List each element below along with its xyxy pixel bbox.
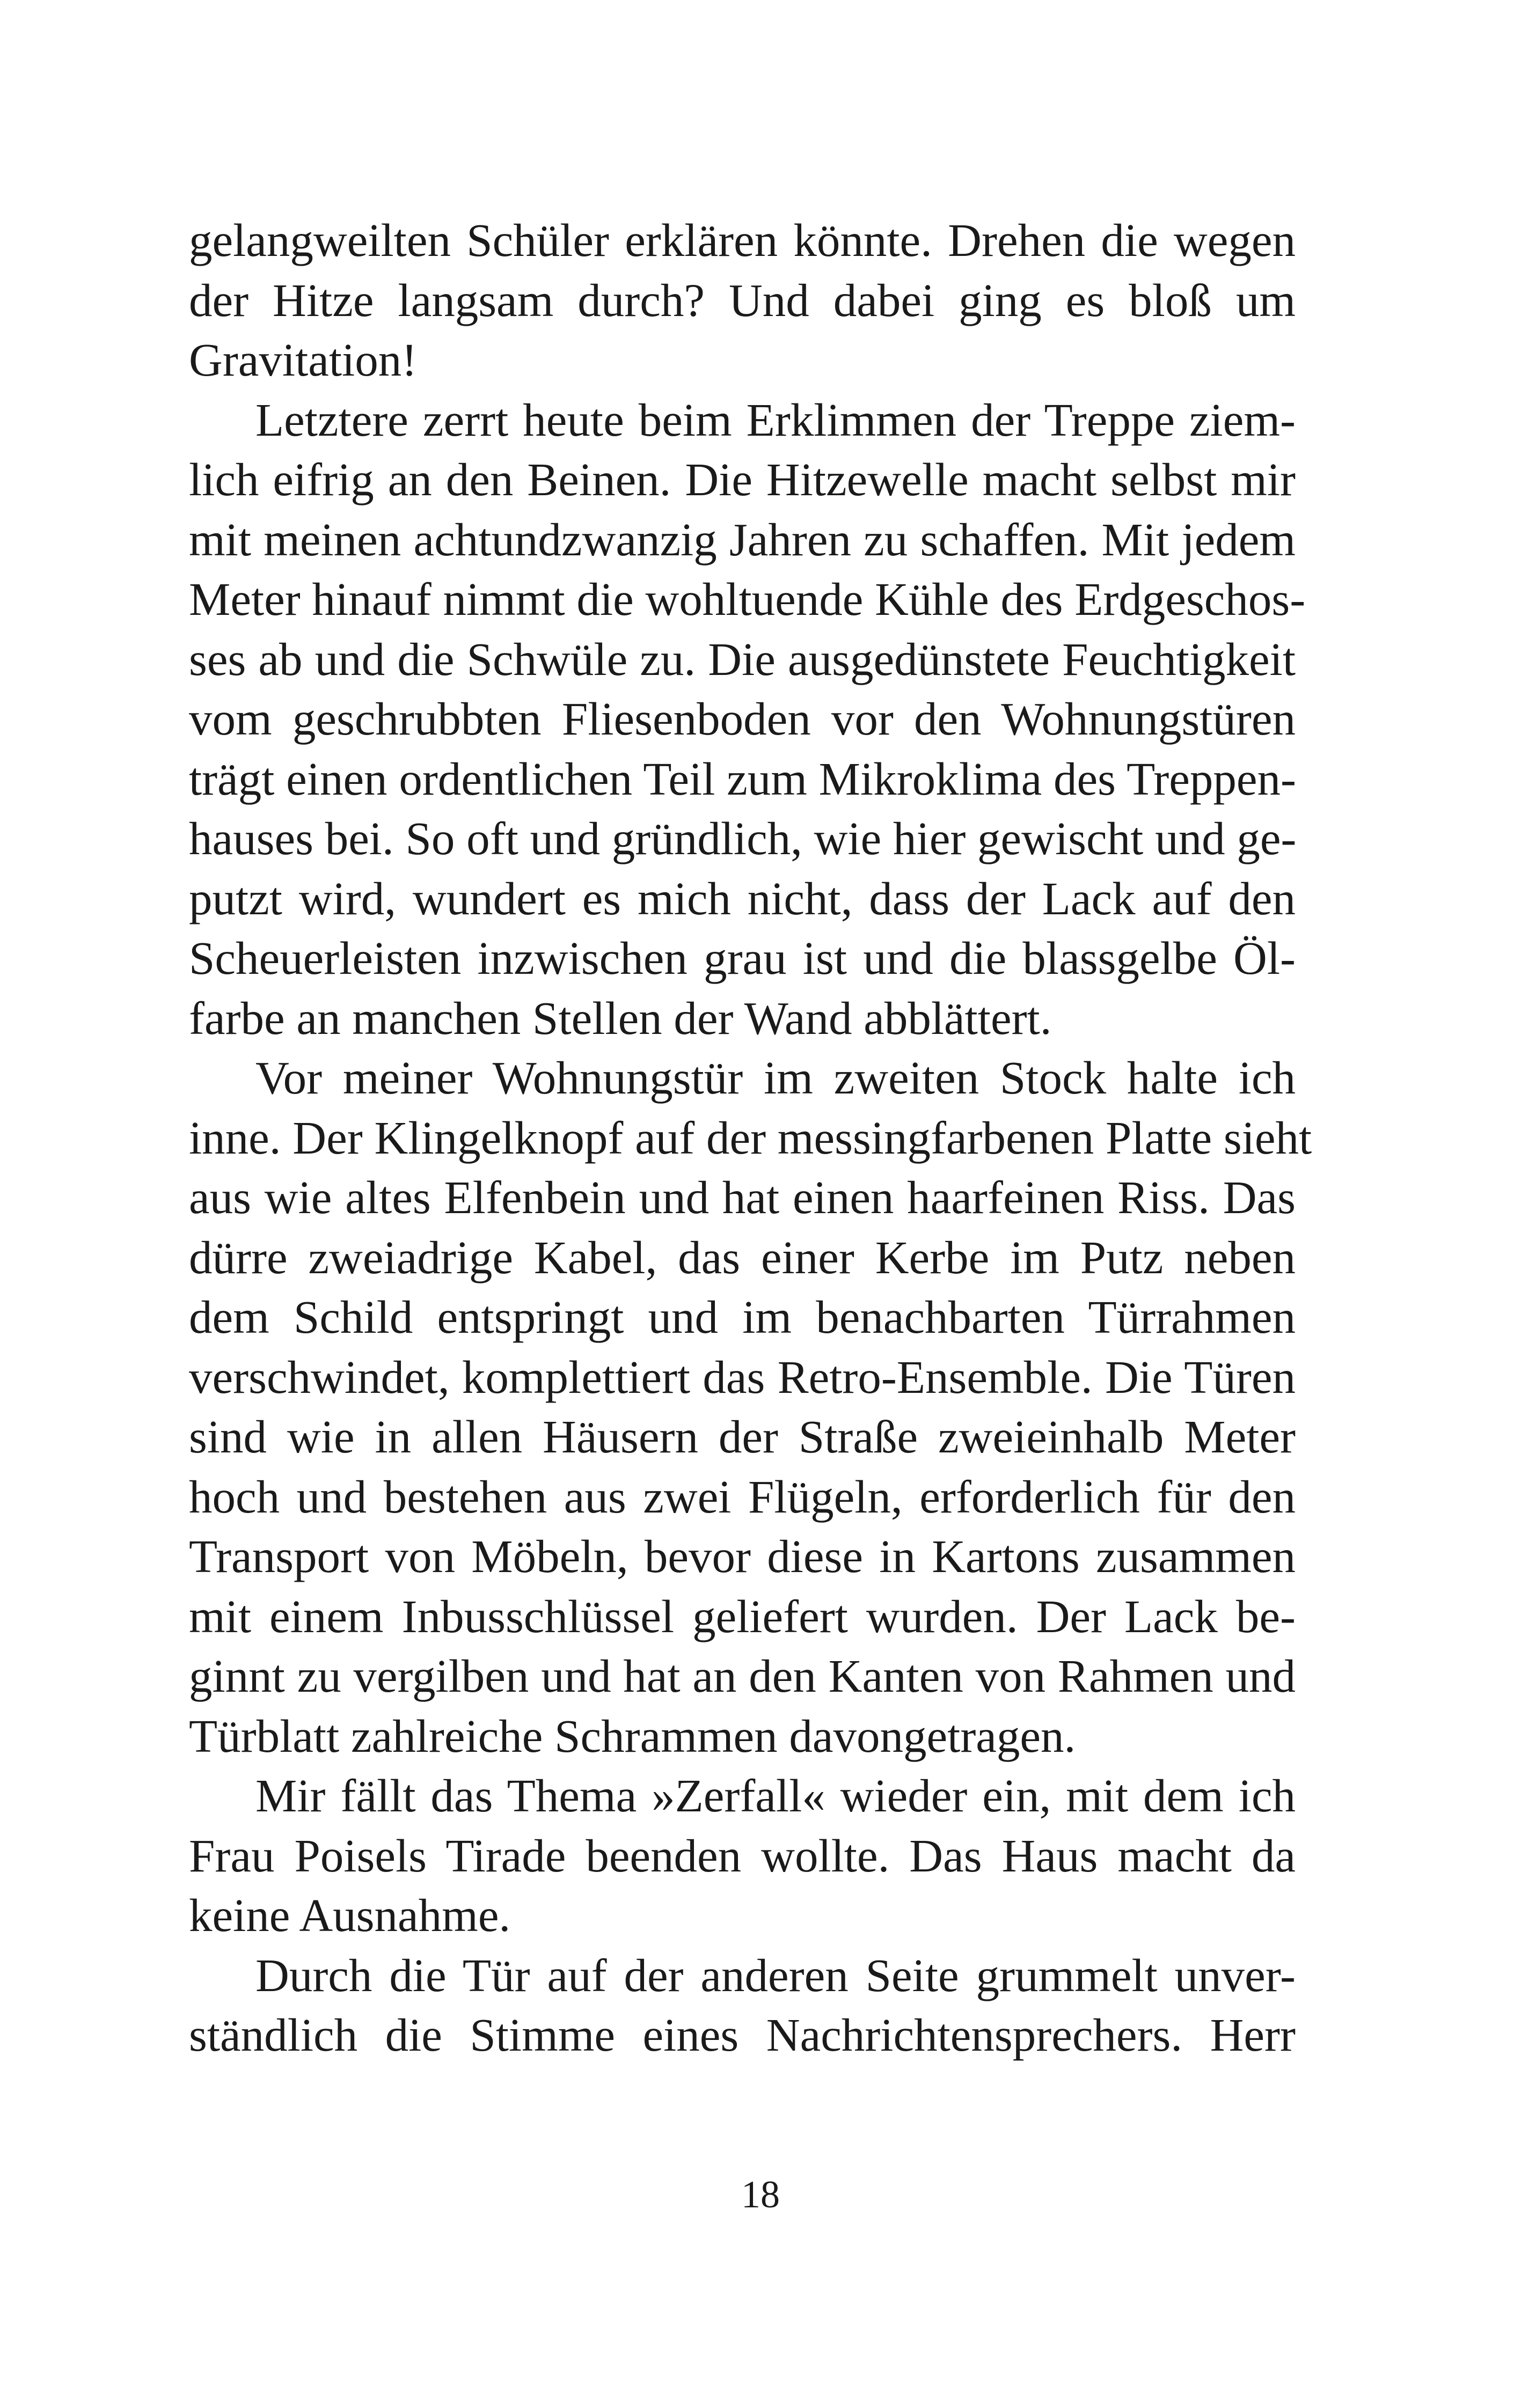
text-line: verschwindet, komplettiert das Retro-Ensemble. Die Türen — [189, 1350, 1296, 1403]
text-line: ständlich die Stimme eines Nachrichtensprechers. Herr — [189, 2009, 1296, 2061]
text-line: ginnt zu vergilben und hat an den Kanten von Rahmen und — [189, 1650, 1296, 1702]
text-line: dürre zweiadrige Kabel, das einer Kerbe im Putz neben — [189, 1231, 1296, 1283]
text-line: Türblatt zahlreiche Schrammen davongetragen. — [189, 1709, 1076, 1762]
text-line: Transport von Möbeln, bevor diese in Kartons zusammen — [189, 1530, 1296, 1582]
text-line: Durch die Tür auf der anderen Seite grummelt unver- — [255, 1949, 1296, 2001]
page-number: 18 — [741, 2173, 780, 2216]
text-line: inne. Der Klingelknopf auf der messingfarbenen Platte sieht — [189, 1111, 1312, 1164]
text-line: Gravitation! — [189, 334, 418, 386]
text-line: gelangweilten Schüler erklären könnte. Drehen die wegen — [189, 214, 1296, 266]
text-line: vom geschrubbten Fliesenboden vor den Wohnungstüren — [189, 693, 1296, 745]
text-line: Frau Poisels Tirade beenden wollte. Das Haus macht da — [189, 1829, 1296, 1882]
text-line: trägt einen ordentlichen Teil zum Mikroklima des Treppen- — [189, 752, 1296, 805]
text-line: hoch und bestehen aus zwei Flügeln, erforderlich für den — [189, 1470, 1296, 1523]
text-line: putzt wird, wundert es mich nicht, dass der Lack auf den — [189, 872, 1296, 924]
text-line: hauses bei. So oft und gründlich, wie hier gewischt und ge- — [189, 812, 1297, 864]
text-line: farbe an manchen Stellen der Wand abblättert. — [189, 992, 1052, 1044]
text-line: Scheuerleisten inzwischen grau ist und die blassgelbe Öl- — [189, 932, 1296, 984]
text-line: Vor meiner Wohnungstür im zweiten Stock halte ich — [255, 1052, 1296, 1104]
text-line: Mir fällt das Thema »Zerfall« wieder ein, mit dem ich — [255, 1770, 1296, 1822]
text-line: mit einem Inbusschlüssel geliefert wurden. Der Lack be- — [189, 1590, 1296, 1642]
text-line: Meter hinauf nimmt die wohltuende Kühle des Erdgeschos- — [189, 573, 1306, 625]
text-line: aus wie altes Elfenbein und hat einen haarfeinen Riss. Das — [189, 1171, 1296, 1223]
text-line: Letztere zerrt heute beim Erklimmen der Treppe ziem- — [255, 393, 1296, 446]
text-line: mit meinen achtundzwanzig Jahren zu schaffen. Mit jedem — [189, 513, 1296, 566]
text-line: dem Schild entspringt und im benachbarten Türrahmen — [189, 1291, 1296, 1343]
text-line: sind wie in allen Häusern der Straße zweieinhalb Meter — [189, 1411, 1296, 1463]
text-line: lich eifrig an den Beinen. Die Hitzewelle macht selbst mir — [189, 453, 1296, 505]
text-line: ses ab und die Schwüle zu. Die ausgedünstete Feuchtigkeit — [189, 633, 1296, 685]
body-text — [189, 210, 1312, 2065]
text-line: keine Ausnahme. — [189, 1889, 511, 1941]
text-line: der Hitze langsam durch? Und dabei ging es bloß um — [189, 274, 1296, 326]
